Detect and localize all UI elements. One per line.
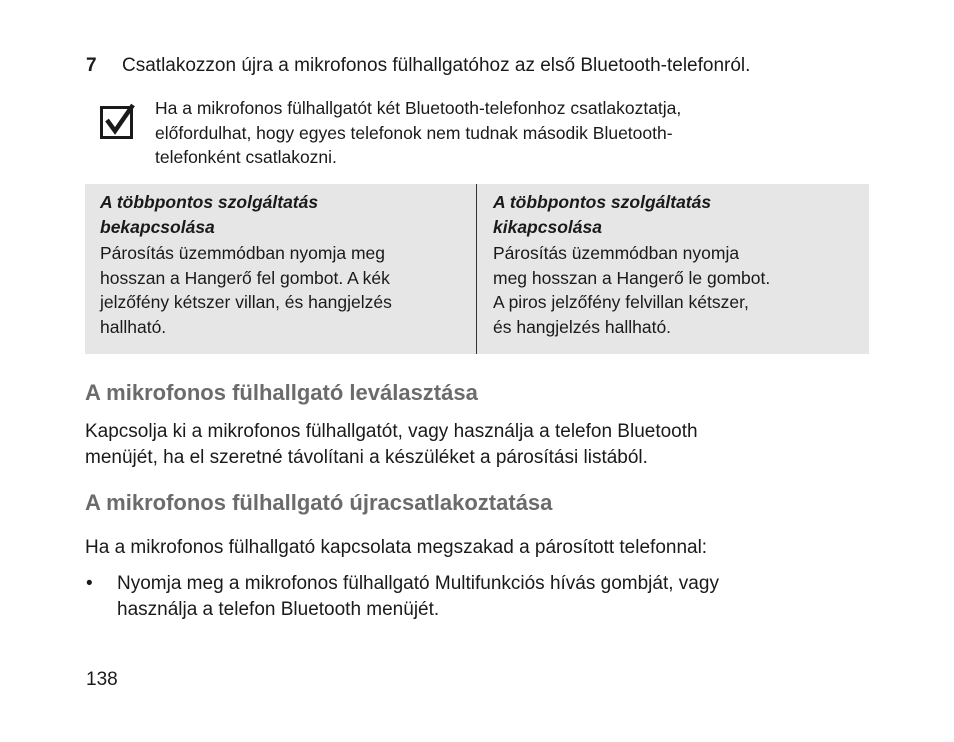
table-body-line: és hangjelzés hallható.: [493, 316, 672, 337]
section-paragraph-disconnect: Kapcsolja ki a mikrofonos fülhallgatót, vagy használja a telefon Bluetooth menüjét, ha el szeretné távolítani a készüléket a párosítási listából.: [85, 421, 698, 468]
table-body-line: hallható.: [100, 316, 167, 337]
section-heading-disconnect: A mikrofonos fülhallgató leválasztása: [85, 380, 478, 405]
bullet-icon: •: [86, 573, 93, 594]
table-header-disable: A többpontos szolgáltatás kikapcsolása: [493, 192, 712, 237]
table-body-line: A piros jelzőfény felvillan kétszer,: [493, 292, 749, 312]
section-intro-reconnect: Ha a mikrofonos fülhallgató kapcsolata megszakad a párosított telefonnal:: [85, 537, 708, 558]
table-cell-disable: [493, 190, 858, 339]
page-number: 138: [86, 669, 118, 690]
table-body-line: Párosítás üzemmódban nyomja meg: [100, 243, 385, 263]
step-7: [86, 54, 750, 78]
note-checkbox-icon: [100, 103, 136, 139]
table-body-line: jelzőfény kétszer villan, és hangjelzés: [100, 292, 392, 312]
table-body-line: hosszan a Hangerő fel gombot. A kék: [100, 267, 390, 288]
table-body-line: Párosítás üzemmódban nyomja: [493, 243, 740, 263]
section-heading-reconnect: A mikrofonos fülhallgató újracsatlakoztatása: [85, 490, 553, 515]
table-header-enable: A többpontos szolgáltatás bekapcsolása: [100, 192, 319, 237]
note-text: [155, 96, 855, 170]
table-divider: [476, 184, 477, 354]
step-text: Csatlakozzon újra a mikrofonos fülhallgatóhoz az első Bluetooth-telefonról.: [122, 55, 751, 76]
step-number: 7: [86, 55, 97, 76]
bullet-item: Nyomja meg a mikrofonos fülhallgató Multifunkciós hívás gombját, vagy használja a telefon Bluetooth menüjét.: [117, 573, 719, 620]
table-cell-enable: [100, 190, 465, 339]
note-line: előfordulhat, hogy egyes telefonok nem tudnak második Bluetooth-: [155, 122, 673, 143]
note-line: telefonként csatlakozni.: [155, 147, 337, 167]
note-line: Ha a mikrofonos fülhallgatót két Bluetooth-telefonhoz csatlakoztatja,: [155, 98, 682, 118]
table-body-line: meg hosszan a Hangerő le gombot.: [493, 267, 771, 288]
